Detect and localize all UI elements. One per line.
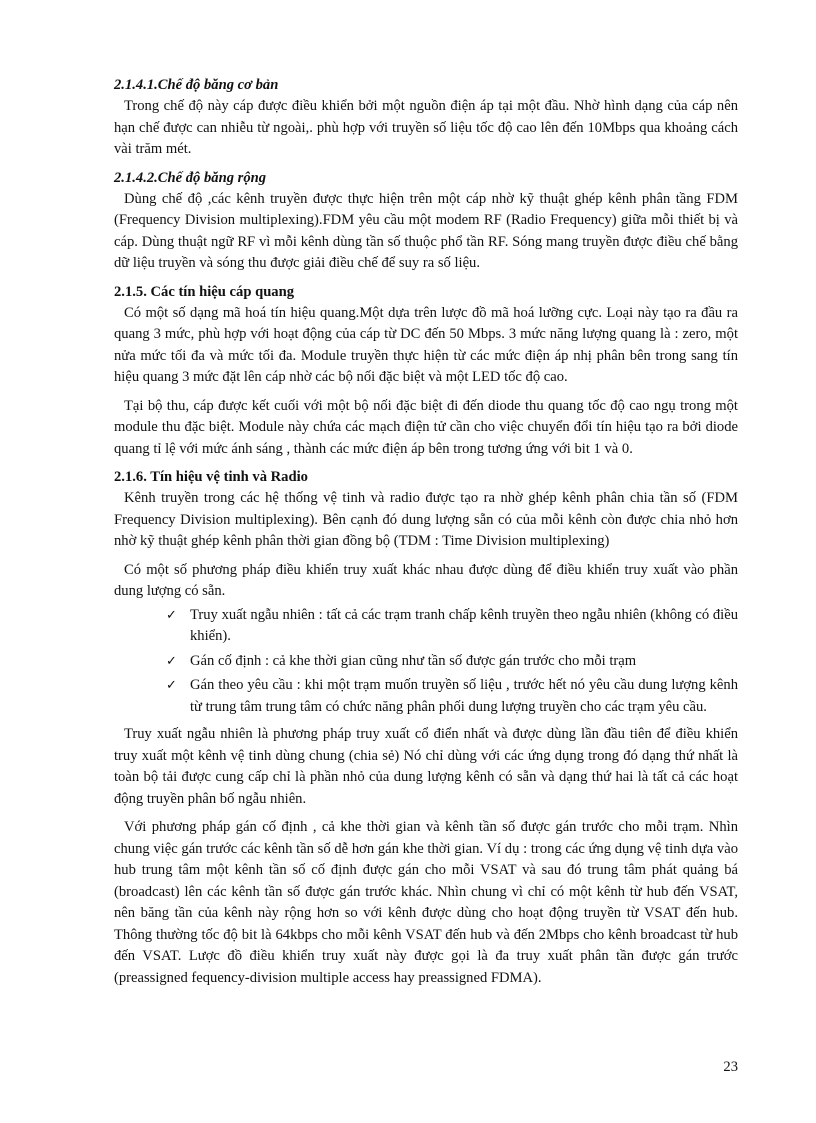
paragraph: Có một số dạng mã hoá tín hiệu quang.Một dựa trên lược đồ mã hoá lưỡng cực. Loại này tạo ra đầu ra quang 3 mức, phù hợp với hoạt động của cáp từ DC đến 50 Mbps. 3 mức năng lượng quang là : zero, một nửa mức tối đa và mức tối đa. Module truyền thực hiện từ các mức điện áp nhị phân bên trong sang tín hiệu quang 3 mức đặt lên cáp nhờ các bộ nối đặc biệt và một LED tốc độ cao. (114, 304, 738, 385)
heading-2-1-5: 2.1.5. Các tín hiệu cáp quang (114, 283, 295, 300)
list-item-text: Truy xuất ngẫu nhiên : tất cả các trạm tranh chấp kênh truyền theo ngẫu nhiên (không có điều khiển). (190, 606, 738, 644)
check-mark-icon: ✓ (166, 678, 177, 693)
paragraph: Có một số phương pháp điều khiển truy xuất khác nhau được dùng để điều khiển truy xuất vào phần dung lượng có sẵn. (114, 561, 738, 599)
paragraph: Kênh truyền trong các hệ thống vệ tinh và radio được tạo ra nhờ ghép kênh phân chia tần số (FDM Frequency Division multiplexing). Bên cạnh đó dung lượng sẵn có của mỗi kênh còn được chia nhỏ hơn nhờ kỹ thuật ghép kênh phân thời gian đồng bộ (TDM : Time Division multiplexing) (114, 490, 738, 549)
heading-2-1-4-2: 2.1.4.2.Chế độ băng rộng (114, 169, 267, 186)
list-item (166, 651, 738, 673)
list-item-text: Gán theo yêu cầu : khi một trạm muốn truyền số liệu , trước hết nó yêu cầu dung lượng kênh từ trung tâm trung tâm có chức năng phân phối dung lượng truyền cho các trạm yêu cầu. (190, 677, 738, 715)
paragraph: Trong chế độ này cáp được điều khiển bởi một nguồn điện áp tại một đầu. Nhờ hình dạng của cáp nên hạn chế được can nhiễu từ ngoài,. phù hợp với truyền số liệu tốc độ cao lên đến 10Mbps qua khoảng cách vài trăm mét. (114, 98, 738, 157)
list-item-text: Gán cố định : cả khe thời gian cũng như tần số được gán trước cho mỗi trạm (190, 652, 637, 669)
check-mark-icon: ✓ (166, 653, 177, 669)
page-number: 23 (723, 1059, 738, 1075)
paragraph: Với phương pháp gán cố định , cả khe thời gian và kênh tần số được gán trước cho mỗi trạm. Nhìn chung việc gán trước các kênh tần số dễ hơn gán khe thời gian. Ví dụ : trong các ứng dụng vệ tinh dựa vào hub trung tâm một kênh tần số cố định được gán cho mỗi VSAT và sau đó trung tâm phát quảng bá (broadcast) lên các kênh tần số được gán trước khác. Nhìn chung vì chỉ có một kênh từ hub đến VSAT, nên băng tần của kênh này rộng hơn so với kênh được dùng cho hoạt động truyền từ VSAT đến hub. Thông thường tốc độ bit là 64kbps cho mỗi kênh VSAT đến hub và đến 2Mbps cho kênh broadcast từ hub đến VSAT. Lược đồ điều khiển truy xuất này được gọi là đa truy xuất phân tần được gán trước (preassigned fequency-division multiple access hay preassigned FDMA). (114, 819, 738, 986)
check-mark-icon: ✓ (166, 607, 177, 623)
heading-2-1-6: 2.1.6. Tín hiệu vệ tinh và Radio (114, 469, 308, 485)
heading-2-1-4-1: 2.1.4.1.Chế độ băng cơ bản (114, 77, 279, 93)
list-item (166, 675, 738, 718)
paragraph: Truy xuất ngẫu nhiên là phương pháp truy xuất cổ điển nhất và được dùng lần đầu tiên để điều khiển truy xuất một kênh vệ tinh dùng chung (chia sẻ) Nó chỉ dùng với các ứng dụng trong đó dạng thứ nhất là toàn bộ tải được cung cấp chỉ là phần nhỏ của dung lượng kênh có sẵn và dạng thứ hai là tất cả các hoạt động truyền phân bố ngẫu nhiên. (114, 726, 738, 807)
paragraph: Tại bộ thu, cáp được kết cuối với một bộ nối đặc biệt đi đến diode thu quang tốc độ cao ngụ trong một module thu đặc biệt. Module này chứa các mạch điện tử cần cho việc chuyển đổi tín hiệu tạo ra bởi diode quang tỉ lệ với mức ánh sáng , thành các mức điện áp bên trong tương ứng với bit 1 và 0. (114, 397, 738, 457)
list-item (166, 605, 738, 648)
access-methods-list (114, 605, 738, 719)
paragraph: Dùng chế độ ,các kênh truyền được thực hiện trên một cáp nhờ kỹ thuật ghép kênh phân tầng FDM (Frequency Division multiplexing).FDM yêu cầu một modem RF (Radio Frequency) giữa mỗi thiết bị và cáp. Dùng thuật ngữ RF vì mỗi kênh dùng tần số thuộc phổ tần RF. Sóng mang truyền được điều chế bằng dữ liệu truyền và sóng thu được giải điều chế để suy ra số liệu. (114, 190, 738, 271)
